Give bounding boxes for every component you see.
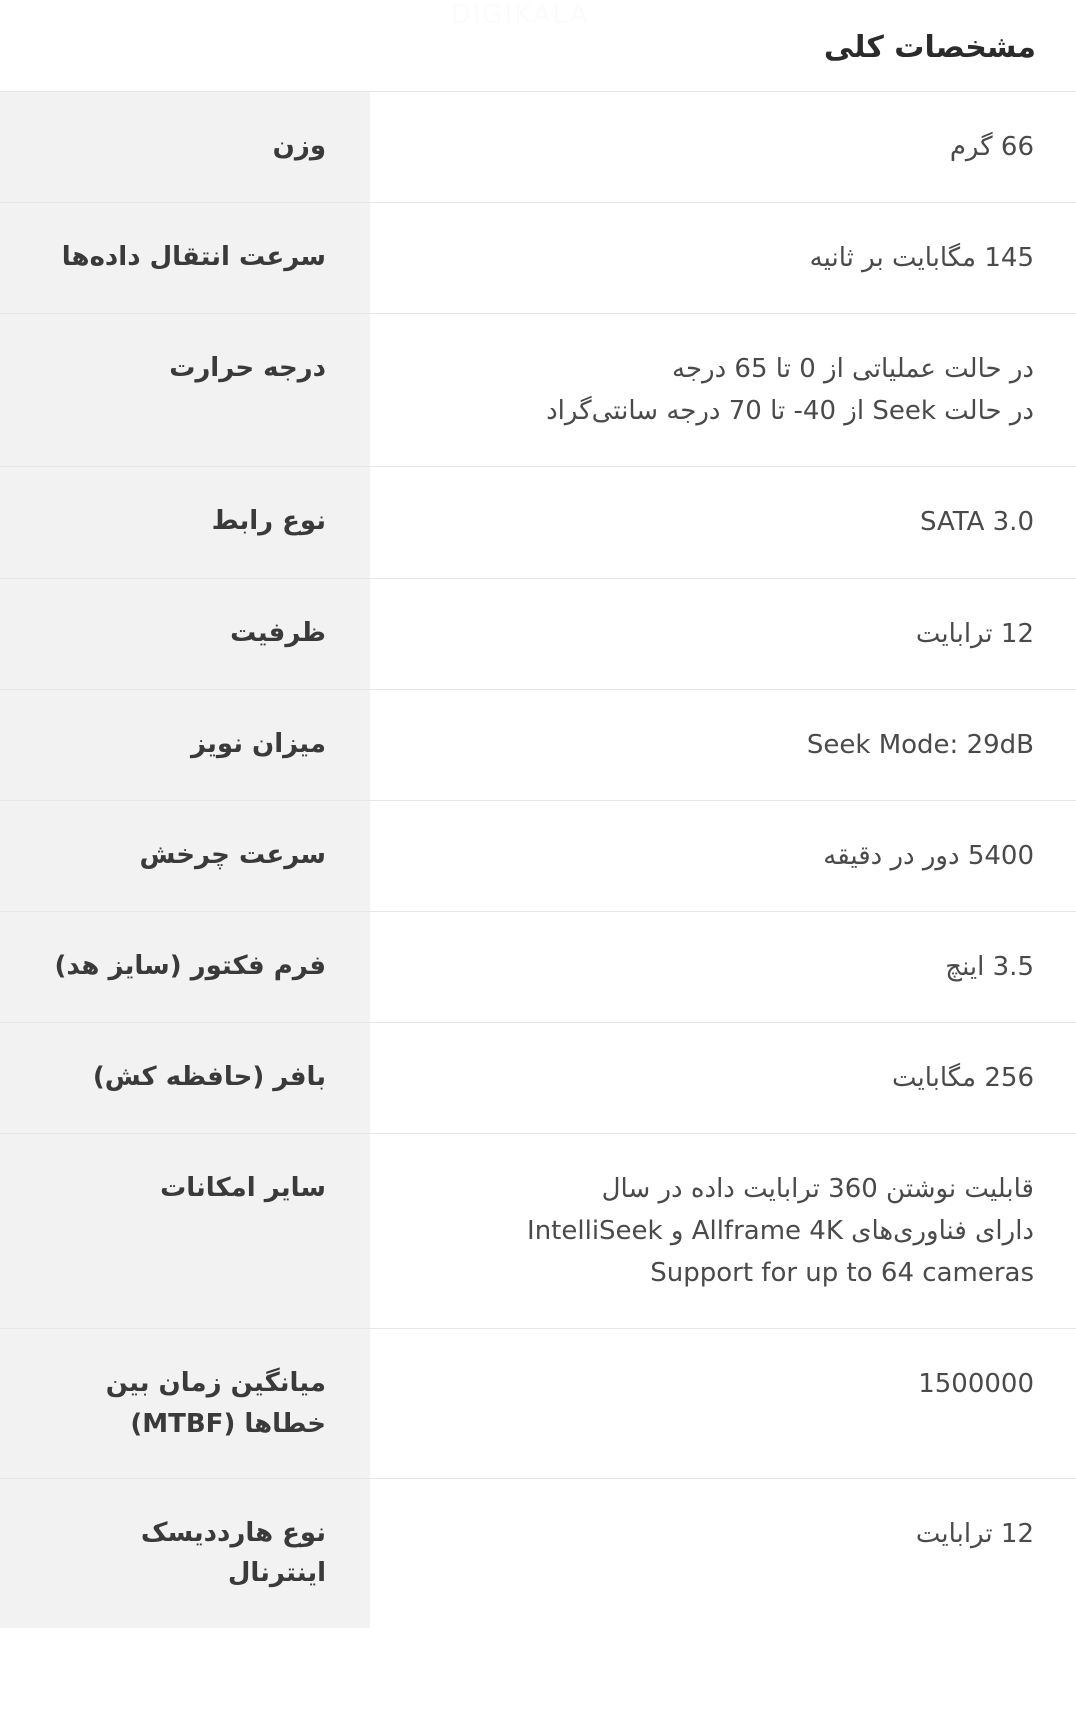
spec-value [370, 1479, 1076, 1628]
spec-value-line: 5400 دور در دقیقه [823, 840, 1034, 871]
spec-label-line: فرم فکتور (سایز هد) [54, 950, 326, 981]
spec-label [0, 314, 370, 467]
spec-label-line: ظرفیت [230, 617, 326, 648]
spec-label-line: میانگین زمان بین خطاها (MTBF) [105, 1368, 326, 1439]
table-row [0, 1134, 1076, 1329]
spec-label [0, 800, 370, 911]
specifications-table [0, 91, 1076, 1628]
table-row [0, 1329, 1076, 1479]
spec-value-line: 66 گرم [949, 132, 1034, 162]
spec-label-line: اینترنال [227, 1558, 326, 1589]
spec-label-line: میزان نویز [190, 728, 326, 759]
table-row [0, 1479, 1076, 1628]
spec-value [370, 92, 1076, 203]
spec-value [370, 911, 1076, 1022]
spec-value-line: 12 ترابایت [915, 1519, 1034, 1550]
spec-label [0, 1134, 370, 1329]
spec-label-line: سایر امکانات [160, 1173, 326, 1204]
spec-value-line: SATA 3.0 [919, 507, 1034, 538]
spec-label-line: بافر (حافظه کش) [92, 1061, 326, 1092]
spec-label-line: سرعت انتقال داده‌ها [61, 242, 326, 273]
spec-value [370, 467, 1076, 578]
page-title: مشخصات کلی [823, 30, 1036, 65]
spec-label [0, 911, 370, 1022]
table-row [0, 689, 1076, 800]
spec-value-line: قابلیت نوشتن 360 ترابایت داده در سال [601, 1174, 1034, 1205]
spec-value [370, 800, 1076, 911]
spec-label [0, 1329, 370, 1479]
table-row [0, 1022, 1076, 1133]
digikala-watermark: DIGIKALA [450, 0, 590, 30]
spec-value-line: Seek Mode: 29dB [806, 729, 1034, 760]
spec-value-line: 3.5 اینچ [945, 951, 1034, 982]
spec-value [370, 314, 1076, 467]
spec-value [370, 203, 1076, 314]
spec-label [0, 1022, 370, 1133]
specifications-table-body [0, 92, 1076, 1628]
spec-label-line: سرعت چرخش [139, 839, 326, 870]
spec-value [370, 689, 1076, 800]
table-row [0, 800, 1076, 911]
spec-label-line: وزن [272, 131, 326, 161]
table-row [0, 467, 1076, 578]
spec-label [0, 578, 370, 689]
spec-value-line: در حالت Seek از 40- تا 70 درجه سانتی‌گراد [546, 396, 1034, 427]
spec-value [370, 1329, 1076, 1479]
table-row [0, 203, 1076, 314]
spec-label [0, 203, 370, 314]
spec-label-line: درجه حرارت [169, 353, 326, 384]
table-row [0, 578, 1076, 689]
spec-value [370, 1134, 1076, 1329]
table-row [0, 92, 1076, 203]
table-row [0, 314, 1076, 467]
spec-value-line: دارای فناوری‌های Allframe 4K و IntelliSeek [527, 1216, 1034, 1247]
spec-value-line: 145 مگابایت بر ثانیه [809, 243, 1034, 274]
spec-value-line: 12 ترابایت [915, 618, 1034, 649]
spec-value-line: در حالت عملیاتی از 0 تا 65 درجه [672, 354, 1034, 385]
spec-value [370, 578, 1076, 689]
spec-label-line: نوع رابط [211, 506, 326, 537]
spec-label [0, 689, 370, 800]
spec-value-line: Support for up to 64 cameras [650, 1258, 1034, 1289]
spec-label-line: نوع هارددیسک [140, 1518, 326, 1549]
spec-label [0, 467, 370, 578]
spec-value-line: 1500000 [918, 1369, 1034, 1400]
table-row [0, 911, 1076, 1022]
spec-label [0, 1479, 370, 1628]
spec-value [370, 1022, 1076, 1133]
spec-label [0, 92, 370, 203]
spec-value-line: 256 مگابایت [891, 1062, 1034, 1093]
